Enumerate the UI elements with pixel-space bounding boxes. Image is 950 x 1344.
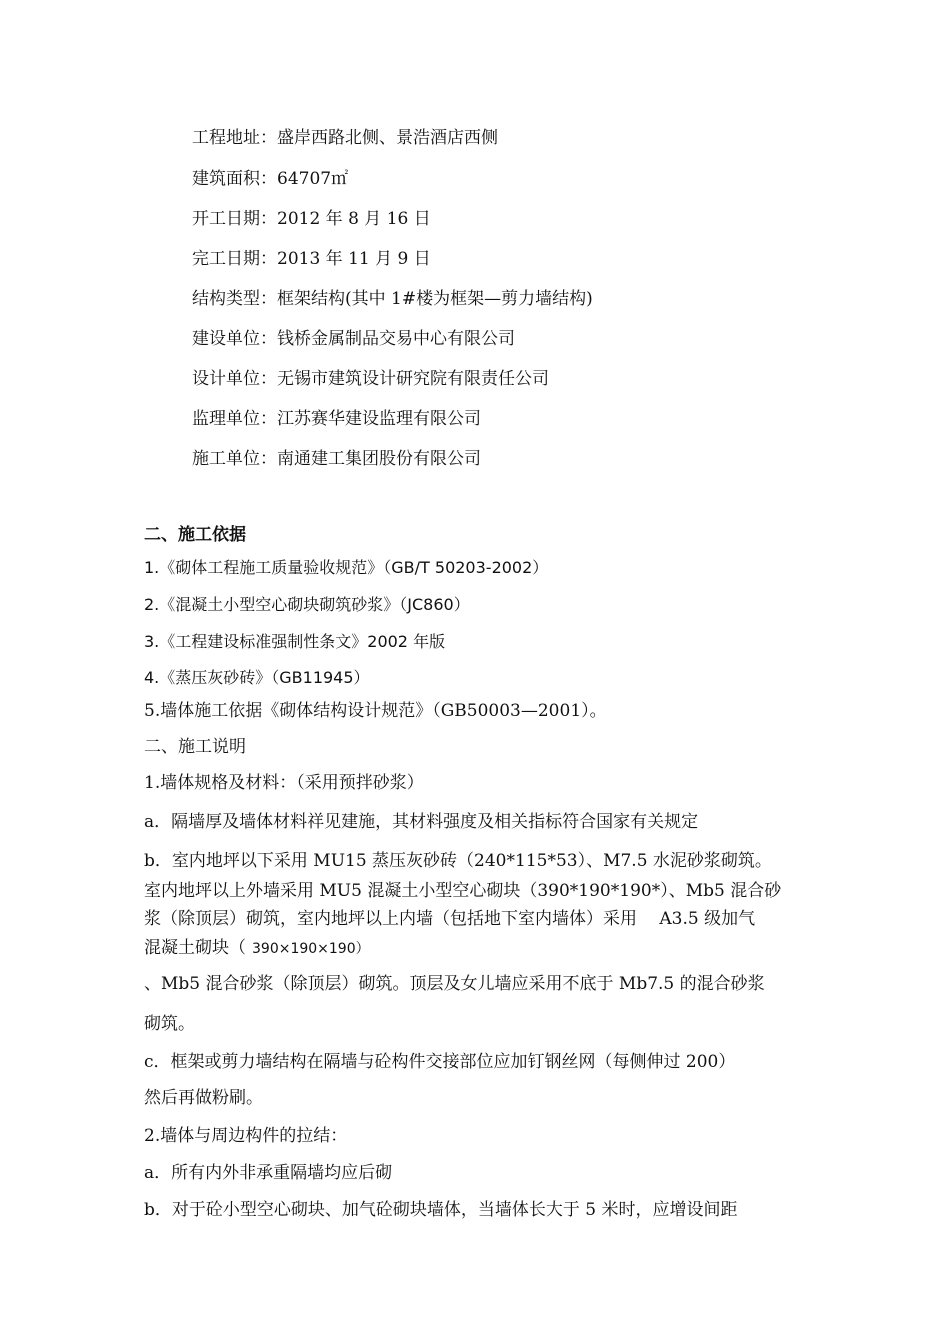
description-line: 浆（除顶层）砌筑，室内地坪以上内墙（包括地下室内墙体）采用 A3.5 级加气 bbox=[144, 909, 756, 929]
description-line: a．所有内外非承重隔墙均应后砌 bbox=[144, 1163, 393, 1183]
description-line: b．对于砼小型空心砌块、加气砼砌块墙体，当墙体长大于 5 米时，应增设间距 bbox=[144, 1200, 738, 1220]
info-row-address bbox=[192, 127, 498, 149]
section-heading-basis: 二、施工依据 bbox=[144, 525, 246, 545]
description-line: a．隔墙厚及墙体材料祥见建施，其材料强度及相关指标符合国家有关规定 bbox=[144, 812, 699, 832]
info-label: 建筑面积： bbox=[192, 169, 277, 189]
info-value: 盛岸西路北侧、景浩酒店西侧 bbox=[277, 128, 498, 148]
info-row-designer bbox=[192, 368, 549, 390]
info-value: 64707㎡ bbox=[277, 169, 349, 189]
info-label: 开工日期： bbox=[192, 209, 277, 229]
description-line: 1.墙体规格及材料：（采用预拌砂浆） bbox=[144, 773, 424, 793]
basis-item: 1.《砌体工程施工质量验收规范》（GB/T 50203-2002） bbox=[144, 558, 549, 577]
basis-item: 4.《蒸压灰砂砖》（GB11945） bbox=[144, 668, 370, 687]
section-heading-description: 二、施工说明 bbox=[144, 737, 246, 757]
basis-item: 2.《混凝土小型空心砌块砌筑砂浆》（JC860） bbox=[144, 595, 470, 614]
info-value: 2013 年 11 月 9 日 bbox=[277, 249, 431, 269]
basis-item: 5.墙体施工依据《砌体结构设计规范》（GB50003—2001）。 bbox=[144, 701, 607, 721]
info-row-structure bbox=[192, 288, 593, 310]
info-label: 工程地址： bbox=[192, 128, 277, 148]
info-label: 监理单位： bbox=[192, 409, 277, 429]
info-value: 框架结构(其中 1#楼为框架—剪力墙结构) bbox=[277, 289, 593, 309]
info-label: 建设单位： bbox=[192, 329, 277, 349]
basis-item: 3.《工程建设标准强制性条文》2002 年版 bbox=[144, 632, 446, 651]
info-value: 江苏赛华建设监理有限公司 bbox=[277, 409, 481, 429]
description-line: b．室内地坪以下采用 MU15 蒸压灰砂砖（240*115*53）、M7.5 水泥砂浆砌筑。 bbox=[144, 851, 772, 871]
info-row-owner bbox=[192, 328, 515, 350]
block-size-note: 390×190×190） bbox=[252, 941, 370, 957]
description-line: 2.墙体与周边构件的拉结： bbox=[144, 1126, 348, 1146]
description-line: 、Mb5 混合砂浆（除顶层）砌筑。顶层及女儿墙应采用不底于 Mb7.5 的混合砂浆 bbox=[144, 974, 765, 994]
info-label: 设计单位： bbox=[192, 369, 277, 389]
info-value: 南通建工集团股份有限公司 bbox=[277, 449, 481, 469]
info-label: 施工单位： bbox=[192, 449, 277, 469]
info-row-area bbox=[192, 168, 348, 190]
info-row-end-date bbox=[192, 248, 431, 270]
info-row-contractor bbox=[192, 448, 481, 470]
description-line: 然后再做粉刷。 bbox=[144, 1088, 263, 1108]
info-value: 钱桥金属制品交易中心有限公司 bbox=[277, 329, 515, 349]
info-label: 结构类型： bbox=[192, 289, 277, 309]
info-value: 无锡市建筑设计研究院有限责任公司 bbox=[277, 369, 549, 389]
info-label: 完工日期： bbox=[192, 249, 277, 269]
info-row-start-date bbox=[192, 208, 431, 230]
description-line: 砌筑。 bbox=[144, 1014, 195, 1034]
description-line: 室内地坪以上外墙采用 MU5 混凝土小型空心砌块（390*190*190*）、Mb5 混合砂 bbox=[144, 881, 782, 901]
description-line: c．框架或剪力墙结构在隔墙与砼构件交接部位应加钉钢丝网（每侧伸过 200） bbox=[144, 1052, 736, 1072]
description-line bbox=[144, 937, 370, 960]
info-value: 2012 年 8 月 16 日 bbox=[277, 209, 431, 229]
description-fragment: 混凝土砌块（ bbox=[144, 938, 246, 958]
info-row-supervisor bbox=[192, 408, 481, 430]
